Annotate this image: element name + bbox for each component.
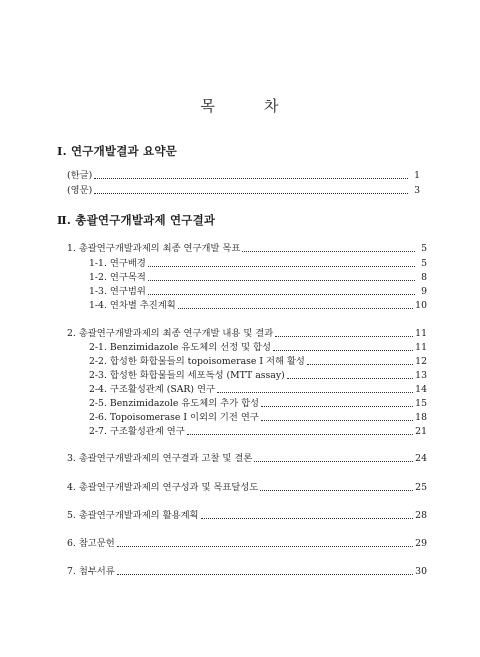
leader-dots [94,192,408,194]
toc-entry-text: 1-3. 연구범위 [89,286,146,297]
toc-entry [67,566,427,578]
leader-dots [260,489,413,491]
toc-entry-text: 1. 총괄연구개발과제의 최종 연구개발 목표 [67,243,241,254]
toc-entry [89,272,427,284]
leader-dots [217,391,413,393]
toc-entry [67,482,427,494]
toc-entry-page: 8 [421,272,427,283]
toc-entry-page: 12 [415,356,427,367]
toc-entry [89,412,427,424]
toc-entry-text: 3. 총괄연구개발과제의 연구결과 고찰 및 결론 [67,453,253,464]
leader-dots [178,307,413,309]
toc-entry-text: 4. 총괄연구개발과제의 연구성과 및 목표달성도 [67,482,259,493]
toc-entry-text: 1-4. 연차별 추진계획 [89,300,176,311]
toc-entry [67,328,427,340]
leader-dots [275,335,413,337]
toc-entry-page: 5 [421,243,427,254]
toc-entry [89,286,427,298]
title-part-1: 목 [200,97,216,115]
toc-entry [89,370,427,382]
toc-entry-page: 15 [415,398,427,409]
toc-entry [67,510,427,522]
leader-dots [148,293,415,295]
toc-entry [67,185,420,197]
leader-dots [117,573,413,575]
toc-entry [89,384,427,396]
toc-entry-text: 6. 참고문헌 [67,538,115,549]
leader-dots [94,177,408,179]
toc-entry-text: 2-1. Benzimidazole 유도체의 선정 및 합성 [89,342,271,353]
toc-entry [67,538,427,550]
leader-dots [148,265,415,267]
leader-dots [117,545,413,547]
toc-entry-page: 9 [421,286,427,297]
toc-entry [89,398,427,410]
toc-entry-page: 18 [415,412,427,423]
toc-entry-page: 11 [415,328,427,339]
toc-entry-page: 21 [415,426,427,437]
toc-entry-page: 13 [415,370,427,381]
toc-entry-text: 2-5. Benzimidazole 유도체의 추가 합성 [89,398,260,409]
leader-dots [261,405,413,407]
toc-entry-page: 30 [415,566,427,577]
toc-entry-page: 14 [415,384,427,395]
toc-entry-page: 5 [421,258,427,269]
toc-entry-text: 1-1. 연구배경 [89,258,146,269]
leader-dots [201,517,414,519]
toc-entry [67,170,420,182]
section-heading-1: Ⅰ. 연구개발결과 요약문 [57,144,177,158]
leader-dots [148,279,415,281]
title-part-2: 차 [264,97,280,115]
toc-entry-text: 2-6. Topoisomerase I 이외의 기전 연구 [89,412,259,423]
leader-dots [273,349,413,351]
toc-entry [89,342,427,354]
toc-entry-page: 3 [414,185,420,196]
leader-dots [187,433,413,435]
toc-entry-page: 1 [414,170,420,181]
toc-entry-page: 25 [415,482,427,493]
toc-entry-page: 28 [415,510,427,521]
toc-entry-text: 2. 총괄연구개발과제의 최종 연구개발 내용 및 결과 [67,328,274,339]
toc-entry-page: 29 [415,538,427,549]
toc-entry [89,426,427,438]
toc-entry-text: 2-7. 구조활성관계 연구 [89,426,185,437]
leader-dots [287,377,413,379]
toc-entry [89,356,427,368]
toc-entry-page: 11 [415,342,427,353]
toc-entry [89,258,427,270]
toc-entry-text: 2-4. 구조활성관계 (SAR) 연구 [89,384,215,395]
toc-entry-page: 24 [415,453,427,464]
toc-entry-text: 5. 총괄연구개발과제의 활용계획 [67,510,199,521]
page-title [0,95,480,116]
toc-entry-text: 2-2. 합성한 화합물들의 topoisomerase I 저해 활성 [89,356,305,367]
section-heading-2: Ⅱ. 총괄연구개발과제 연구결과 [57,213,216,227]
toc-entry-text: (영문) [67,185,93,196]
toc-entry [89,300,427,312]
toc-entry [67,243,427,255]
leader-dots [254,460,413,462]
toc-entry-text: 7. 첨부서류 [67,566,115,577]
toc-entry-text: 1-2. 연구목적 [89,272,146,283]
toc-entry-page: 10 [415,300,427,311]
toc-entry-text: (한글) [67,170,93,181]
leader-dots [307,363,413,365]
leader-dots [261,419,413,421]
toc-entry [67,453,427,465]
toc-entry-text: 2-3. 합성한 화합물들의 세포독성 (MTT assay) [89,370,285,381]
leader-dots [242,250,415,252]
